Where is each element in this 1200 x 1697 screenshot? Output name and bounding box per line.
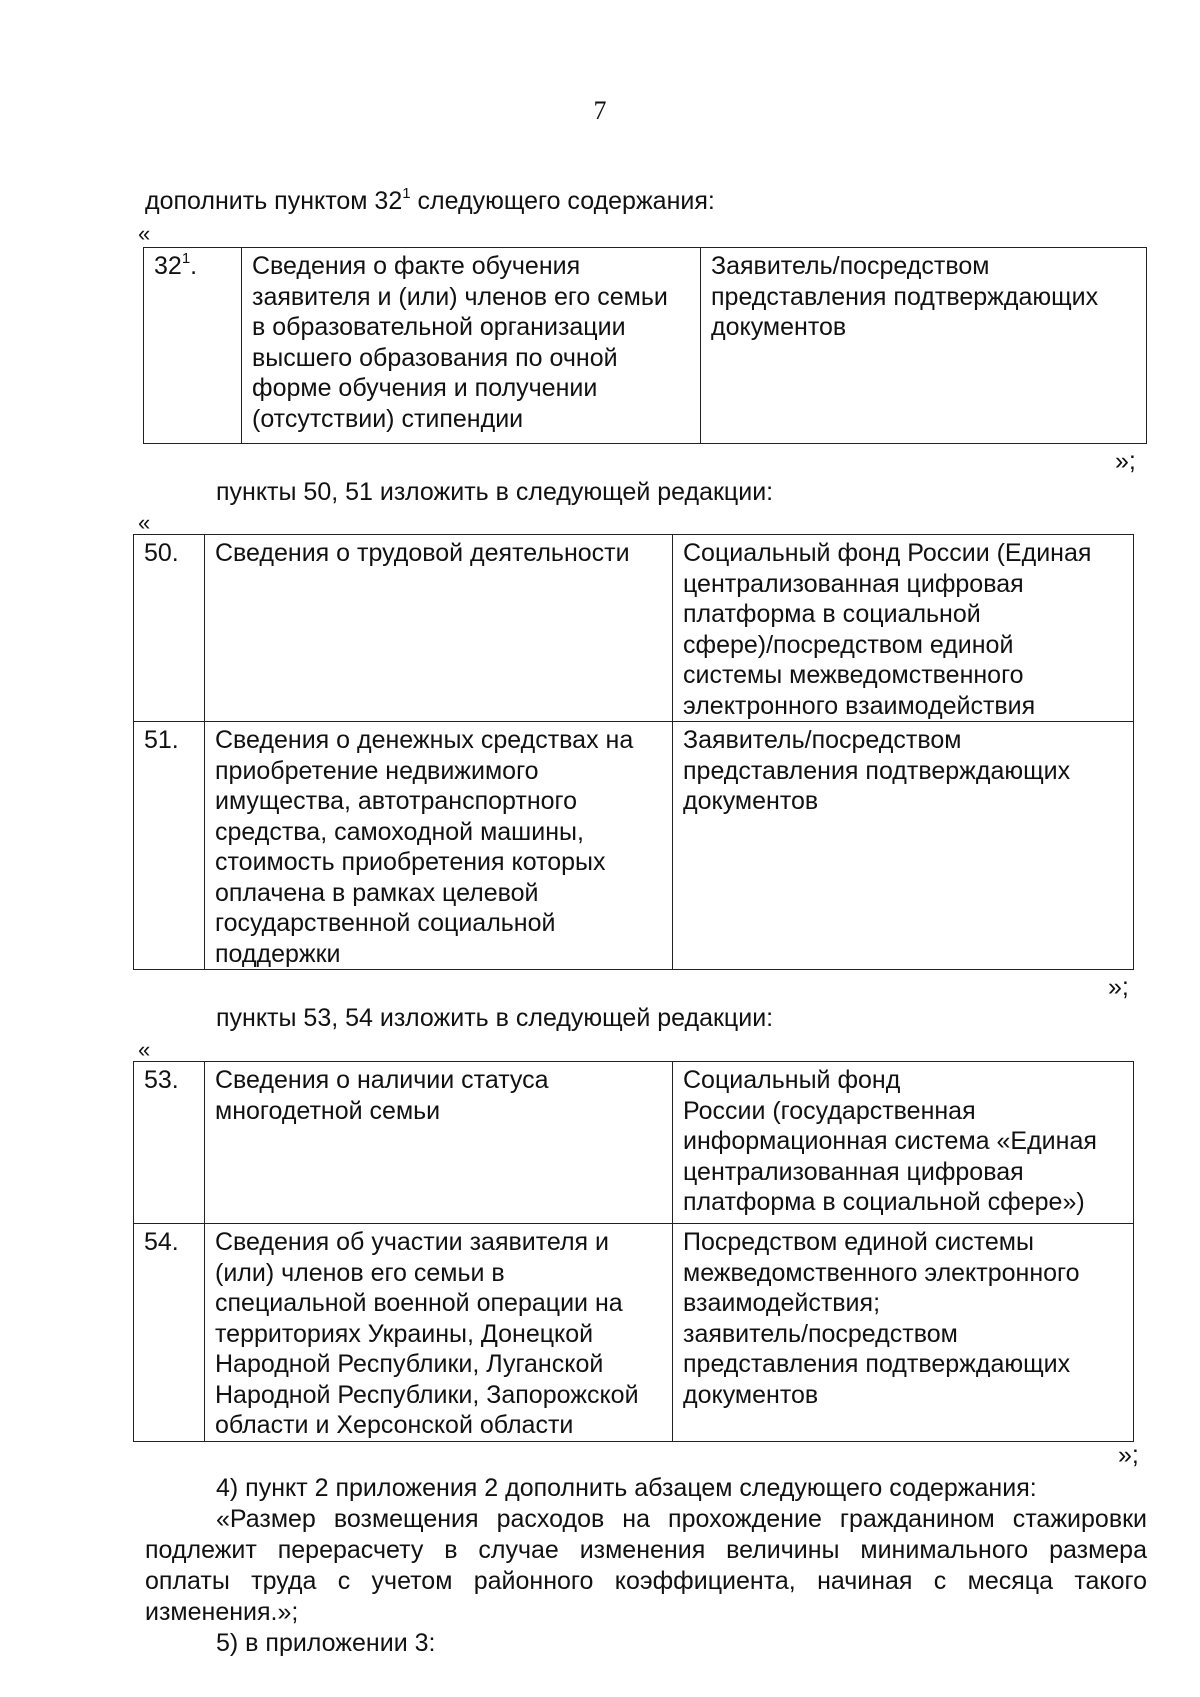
table-items-50-51	[133, 534, 1134, 970]
intro-50-51: пункты 50, 51 изложить в следующей редакции:	[216, 478, 774, 506]
info-cell	[205, 1062, 673, 1224]
info-cell	[205, 722, 673, 970]
close-quote: »;	[1108, 973, 1129, 1001]
info-cell	[242, 248, 701, 444]
source-line: системы межведомственного	[683, 661, 1024, 689]
source-line: представления подтверждающих	[711, 282, 1099, 311]
source-line: документов	[683, 787, 819, 815]
row-number-base: 32	[154, 252, 182, 280]
info-cell	[205, 1224, 673, 1442]
table-row-32-1	[144, 248, 1147, 444]
source-line: документов	[711, 313, 847, 341]
info-line: специальной военной операции на	[215, 1289, 623, 1317]
info-line: территориях Украины, Донецкой	[215, 1319, 594, 1348]
info-line: Сведения о трудовой деятельности	[215, 539, 630, 567]
source-line: Социальный фонд	[683, 1066, 901, 1094]
intro-53-54: пункты 53, 54 изложить в следующей редакции:	[216, 1004, 774, 1032]
source-line: заявитель/посредством	[683, 1319, 958, 1348]
info-line: имущества, автотранспортного	[215, 787, 578, 815]
info-line: (или) членов его семьи в	[215, 1258, 505, 1287]
row-number: 53.	[134, 1062, 205, 1224]
info-line: оплачена в рамках целевой	[215, 878, 539, 907]
info-line: многодетной семьи	[215, 1096, 441, 1125]
table-row-54	[134, 1224, 1134, 1442]
row-number-dot: .	[190, 252, 198, 280]
source-line: межведомственного электронного	[683, 1258, 1080, 1287]
source-line: платформа в социальной сфере»)	[683, 1188, 1085, 1216]
close-quote: »;	[1115, 447, 1136, 475]
source-line: Заявитель/посредством	[683, 726, 962, 754]
source-line: электронного взаимодействия	[683, 691, 1036, 720]
source-line: централизованная цифровая	[683, 1157, 1024, 1186]
source-line: централизованная цифровая	[683, 569, 1024, 598]
info-cell	[205, 535, 673, 722]
source-line: представления подтверждающих	[683, 756, 1071, 785]
info-line: приобретение недвижимого	[215, 756, 539, 785]
table-items-53-54	[133, 1061, 1134, 1442]
info-line: Народной Республики, Луганской	[215, 1350, 604, 1378]
row-number: 54.	[134, 1224, 205, 1442]
intro-32-1-after: следующего содержания:	[410, 187, 715, 215]
info-line: государственной социальной	[215, 909, 556, 937]
source-line: представления подтверждающих	[683, 1350, 1071, 1378]
paragraph-4-quote-line: подлежит перерасчету в случае изменения величины минимального размера	[145, 1536, 1147, 1564]
source-line: документов	[683, 1380, 819, 1409]
intro-32-1-sup: 1	[402, 184, 411, 202]
source-line: сфере)/посредством единой	[683, 630, 1014, 659]
info-line: средства, самоходной машины,	[215, 817, 584, 846]
info-line: области и Херсонской области	[215, 1411, 574, 1439]
source-line: взаимодействия;	[683, 1289, 881, 1317]
page-number: 7	[593, 96, 607, 125]
info-line: поддержки	[215, 939, 341, 968]
source-cell	[701, 248, 1147, 444]
close-quote: »;	[1118, 1441, 1139, 1469]
source-line: России (государственная	[683, 1096, 976, 1125]
table-row-51	[134, 722, 1134, 970]
info-line: заявителя и (или) членов его семьи	[252, 282, 668, 311]
info-line: Сведения о наличии статуса	[215, 1066, 549, 1094]
source-cell	[673, 1062, 1134, 1224]
info-line: (отсутствии) стипендии	[252, 404, 524, 433]
intro-32-1-before: дополнить пунктом 32	[145, 187, 403, 215]
source-cell	[673, 1224, 1134, 1442]
info-line: Сведения о факте обучения	[252, 252, 581, 280]
open-quote: «	[138, 510, 151, 535]
source-cell	[673, 535, 1134, 722]
paragraph-4-quote-last: изменения.»;	[145, 1598, 299, 1626]
row-number: 50.	[134, 535, 205, 722]
table-item-32-1	[143, 247, 1147, 444]
row-number: 51.	[134, 722, 205, 970]
row-number	[144, 248, 242, 444]
info-line: Народной Республики, Запорожской	[215, 1380, 639, 1409]
paragraph-4-heading: 4) пункт 2 приложения 2 дополнить абзацем следующего содержания:	[216, 1474, 1037, 1502]
paragraph-4-quote-line: «Размер возмещения расходов на прохождение гражданином стажировки	[216, 1505, 1147, 1533]
source-line: платформа в социальной	[683, 600, 981, 628]
paragraph-4	[145, 1473, 1147, 1659]
paragraph-4-quote-line: оплаты труда с учетом районного коэффициента, начиная с месяца такого	[145, 1567, 1147, 1595]
info-line: в образовательной организации	[252, 313, 626, 341]
source-line: Заявитель/посредством	[711, 252, 990, 280]
table-row-50	[134, 535, 1134, 722]
info-line: высшего образования по очной	[252, 343, 618, 372]
source-line: Посредством единой системы	[683, 1228, 1034, 1256]
source-cell	[673, 722, 1134, 970]
table-row-53	[134, 1062, 1134, 1224]
open-quote: «	[138, 221, 151, 246]
open-quote: «	[138, 1037, 151, 1062]
info-line: форме обучения и получении	[252, 374, 598, 402]
paragraph-5: 5) в приложении 3:	[216, 1629, 436, 1657]
info-line: стоимость приобретения которых	[215, 848, 606, 876]
row-number-sup: 1	[181, 249, 191, 267]
source-line: информационная система «Единая	[683, 1127, 1097, 1155]
source-line: Социальный фонд России (Единая	[683, 539, 1092, 567]
info-line: Сведения о денежных средствах на	[215, 726, 634, 754]
info-line: Сведения об участии заявителя и	[215, 1228, 610, 1256]
intro-32-1	[145, 186, 715, 216]
